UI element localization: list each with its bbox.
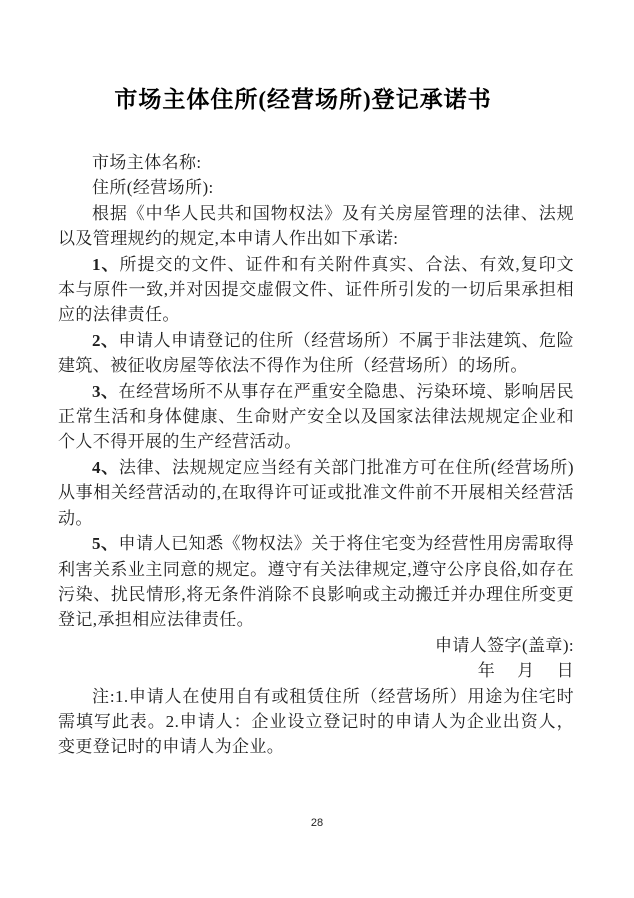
- commitment-item-5: 5、申请人已知悉《物权法》关于将住宅变为经营性用房需取得利害关系业主同意的规定。遵守有关法律规定,遵守公序良俗,如存在污染、扰民情形,将无条件消除不良影响或主动搬迁并办理住所变更登记,承担相应法律责任。: [58, 534, 574, 630]
- page-number: 28: [310, 817, 324, 829]
- entity-name-label: 市场主体名称:: [92, 153, 202, 172]
- document-body: [58, 150, 574, 760]
- commitment-item-3: 3、在经营场所不从事存在严重安全隐患、污染环境、影响居民正常生活和身体健康、生命财产安全以及国家法律法规规定企业和个人不得开展的生产经营活动。: [58, 381, 574, 452]
- document-title: 市场主体住所(经营场所)登记承诺书: [114, 87, 492, 112]
- commitment-item-1: 1、所提交的文件、证件和有关附件真实、合法、有效,复印文本与原件一致,并对因提交虚假文件、证件所引发的一切后果承担相应的法律责任。: [58, 254, 574, 325]
- signature-label: 申请人签字(盖章):: [434, 635, 574, 655]
- commitment-item-4: 4、法律、法规规定应当经有关部门批准方可在住所(经营场所)从事相关经营活动的,在取得许可证或批准文件前不开展相关经营活动。: [58, 457, 574, 528]
- intro-paragraph: 根据《中华人民共和国物权法》及有关房屋管理的法律、法规以及管理规约的规定,本申请人作出如下承诺:: [58, 203, 574, 249]
- address-label: 住所(经营场所):: [92, 178, 214, 198]
- notes-paragraph: 注:1.申请人在使用自有或租赁住所（经营场所）用途为住宅时需填写此表。2.申请人：企业设立登记时的申请人为企业出资人，变更登记时的申请人为企业。: [58, 686, 574, 757]
- date-line: 年 月 日: [477, 661, 574, 681]
- commitment-item-2: 2、申请人申请登记的住所（经营场所）不属于非法建筑、危险建筑、被征收房屋等依法不得作为住所（经营场所）的场所。: [58, 330, 574, 376]
